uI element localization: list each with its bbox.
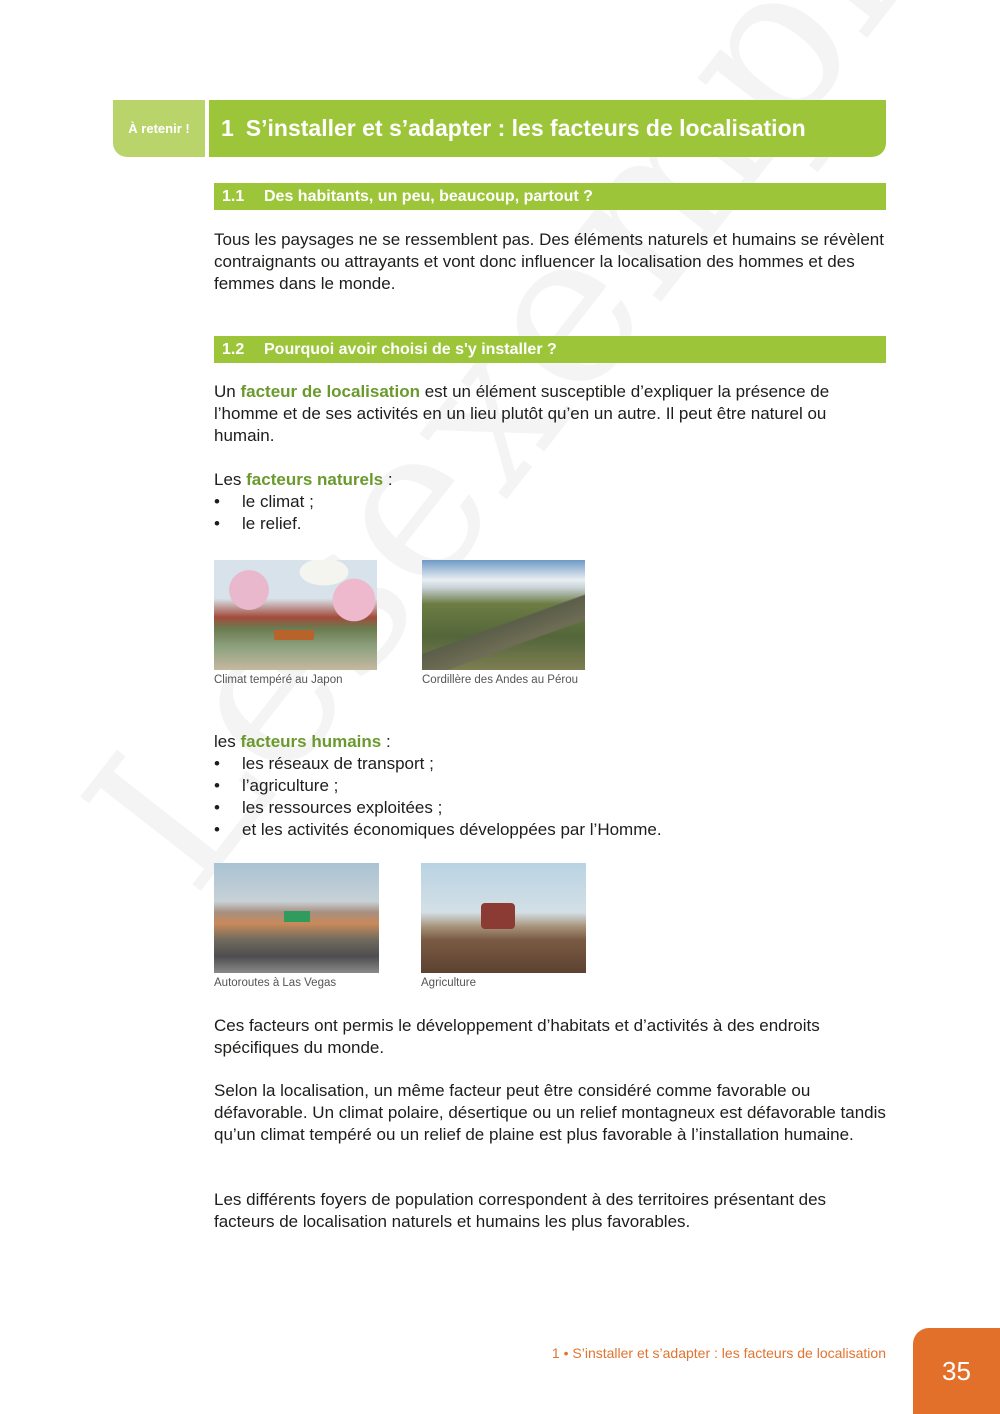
photo-highway-icon [214,863,379,973]
section-number: 1.1 [222,187,245,205]
definition-paragraph [214,381,886,447]
chapter-number: 1 [221,115,234,141]
text: Un [214,382,241,401]
natural-factors [214,469,886,535]
running-footer: 1 • S’installer et s’adapter : les facteurs de localisation [551,1345,886,1361]
human-factors [214,731,886,841]
photo-andes-mountains-icon [422,560,585,670]
key-term: facteurs naturels [246,470,384,489]
human-factors-intro [214,731,886,753]
chapter-title-text: S’installer et s’adapter : les facteurs de localisation [245,115,806,141]
list-item: • le climat ; [214,491,886,513]
key-term: facteur de localisation [240,382,420,401]
list-item: • les réseaux de transport ; [214,753,886,775]
text: : [383,470,393,489]
figure-andes [422,560,585,686]
natural-factors-list [214,491,886,535]
chapter-title [209,100,886,157]
figure-agriculture [421,863,586,989]
chapter-header [113,100,886,157]
paragraph-favorability: Selon la localisation, un même facteur peut être considéré comme favorable ou défavorable. Un climat polaire, désertique ou un relief montagneux est défavorable tandis qu’un climat tempéré ou un relief de plaine est plus favorable à l’installation humaine. [214,1081,886,1144]
photo-cherry-blossom-castle-icon [214,560,377,670]
text: les [214,732,241,751]
key-term: facteurs humains [240,732,382,751]
figure-las-vegas [214,863,379,989]
retenir-tag: À retenir ! [113,100,205,157]
figure-japan [214,560,377,686]
section-number: 1.2 [222,340,245,358]
intro-paragraph: Tous les paysages ne se ressemblent pas. Des éléments naturels et humains se révèlent contraignants ou attrayants et vont donc influencer la localisation des hommes et des femmes dans le monde. [214,230,884,293]
text: est un élément susceptible d’expliquer la présence de l’homme et de ses activités en un lieu plutôt qu’en un autre. Il peut être naturel ou humain. [214,382,830,445]
figure-caption: Cordillère des Andes au Pérou [422,674,578,686]
section-heading-1-2 [214,336,886,363]
section-title: Pourquoi avoir choisi de s'y installer ? [264,340,557,358]
paragraph-population-centers: Les différents foyers de population correspondent à des territoires présentant des facteurs de localisation naturels et humains les plus favorables. [214,1190,827,1231]
list-item: • l’agriculture ; [214,775,886,797]
figure-caption: Autoroutes à Las Vegas [214,977,337,989]
page-number: 35 [913,1328,1000,1414]
photo-tractor-field-icon [421,863,586,973]
text: : [381,732,391,751]
human-factors-list [214,753,886,841]
list-item: • le relief. [214,513,886,535]
figure-caption: Agriculture [421,977,476,989]
list-item: • les ressources exploitées ; [214,797,886,819]
section-heading-1-1 [214,183,886,210]
figure-caption: Climat tempéré au Japon [214,674,343,686]
paragraph-development: Ces facteurs ont permis le développement d’habitats et d’activités à des endroits spécifiques du monde. [214,1016,820,1057]
text: Les [214,470,247,489]
list-item: • et les activités économiques développées par l’Homme. [214,819,886,841]
natural-factors-intro [214,469,886,491]
section-title: Des habitants, un peu, beaucoup, partout ? [264,187,593,205]
